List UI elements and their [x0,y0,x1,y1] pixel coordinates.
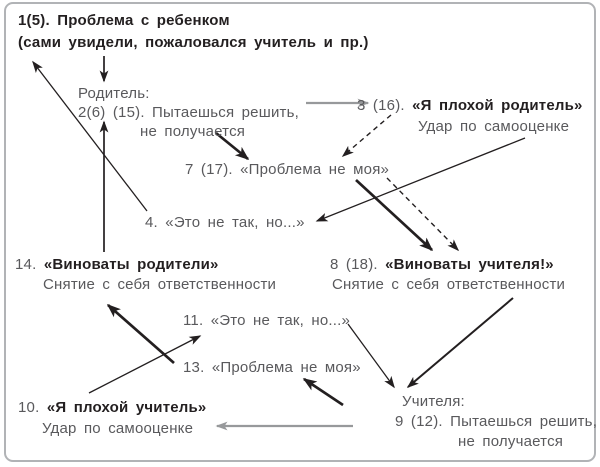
n8-subtitle: Снятие с себя ответственности [332,276,566,293]
teacher-line2: не получается [458,433,564,450]
node-parent [78,84,299,141]
node-7-17: 7 (17). «Проблема не моя» [185,161,390,178]
node-4: 4. «Это не так, но...» [145,214,305,231]
n10-number: 10. [18,399,40,416]
n3-subtitle: Удар по самооценке [418,118,570,135]
node-14 [15,255,276,295]
arrow-n13-to-n14 [108,305,174,363]
node-3-16 [357,95,583,137]
n3-quote: «Я плохой родитель» [412,97,583,114]
n14-quote: «Виноваты родители» [43,256,219,273]
teacher-role: Учителя: [402,393,465,410]
n10-quote: «Я плохой учитель» [46,399,207,416]
node-11: 11. «Это не так, но...» [183,312,351,329]
node-teacher [395,392,597,452]
problem-line2: (сами увидели, пожаловался учитель и пр.) [18,34,369,51]
arrow-n7-to-n8 [356,180,432,250]
arrow-n7-to-n8 [387,178,458,250]
n14-subtitle: Снятие с себя ответственности [43,276,277,293]
teacher-line1: 9 (12). Пытаешься решить, [395,413,598,430]
problem-line1: 1(5). Проблема с ребенком [18,12,230,29]
n8-quote: «Виноваты учителя!» [385,256,554,273]
parent-line1: 2(6) (15). Пытаешься решить, [78,104,299,121]
arrow-teacher-to-n13 [304,379,343,405]
arrow-n8-to-teacher [408,298,513,387]
node-10 [18,397,206,439]
n3-number: 3 (16). [357,97,405,114]
node-13: 13. «Проблема не моя» [183,359,361,376]
node-problem [18,10,369,54]
n10-subtitle: Удар по самооценке [42,420,194,437]
n14-number: 14. [15,256,37,273]
parent-role: Родитель: [78,85,150,102]
n8-number: 8 (18). [330,256,378,273]
node-8-18 [330,255,565,295]
parent-line2: не получается [140,123,246,140]
